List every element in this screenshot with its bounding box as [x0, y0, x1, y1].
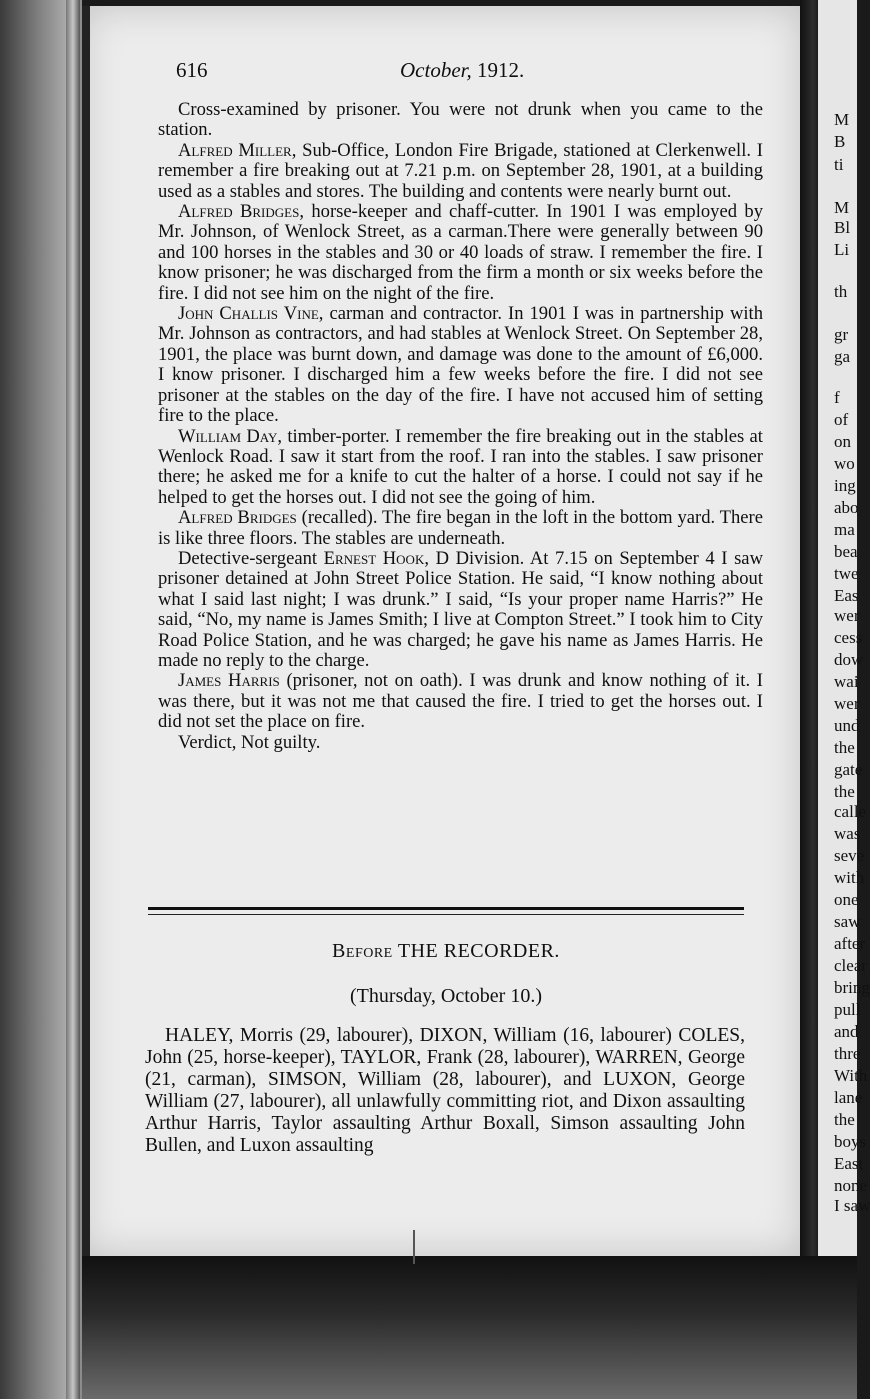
testimony-text: timber-porter. I remember the fire breaking out in the stables at Wenlock Road. I saw it start from the roof. I ran into the stables. I saw prisoner there; he asked me for a knife to cut the halter of a horse. I could not say if he helped to get the horses out. I did not see the going of him. — [158, 425, 763, 508]
facing-page-fragment: M — [834, 110, 850, 129]
facing-page-fragment: Li — [834, 240, 850, 259]
facing-page-fragment: one — [834, 890, 859, 909]
facing-page-edge — [818, 0, 870, 1262]
page-content — [158, 58, 768, 753]
facing-page-fragment: ti — [834, 155, 844, 174]
facing-page-fragment: ga — [834, 347, 851, 366]
facing-page-fragment: and — [834, 1022, 859, 1041]
witness-name: John Challis Vine, — [178, 303, 324, 325]
facing-page-fragment: th — [834, 282, 848, 301]
witness-rank: Detective-sergeant — [178, 547, 324, 569]
testimony-text: Cross-examined by prisoner. You were not drunk when you came to the station. — [158, 99, 763, 141]
facing-page-fragment: clear — [834, 956, 868, 975]
testimony-text: carman and contractor. In 1901 I was in partnership with Mr. Johnson as contractors, and had stables at Wenlock Street. On September 28, 1901, the place was burnt down, and damage was done to the amount of £6,000. I know prisoner. I discharged him a few weeks before the fire. I did not see prisoner at the stables on the day of the fire. I have not accused him of setting fire to the place. — [158, 303, 763, 427]
running-date — [400, 58, 524, 83]
facing-page-fragment: was — [834, 824, 861, 843]
facing-page-fragment: with — [834, 868, 865, 887]
testimony-paragraph — [158, 508, 763, 549]
facing-page-fragment: gr — [834, 325, 849, 344]
facing-page-fragment: lane — [834, 1088, 863, 1107]
testimony-text: (prisoner, not on oath). I was drunk and know nothing of it. I was there, but it was not me that caused the fire. I tried to get the horses out. I did not set the place on fire. — [158, 670, 763, 733]
testimony-text: D Division. At 7.15 on September 4 I saw prisoner detained at John Street Police Station. He said, “I know nothing about what I said last night; I was drunk.” I said, “Is your proper name Harris?” He said, “No, my name is James Smith; I live at Compton Street.” I took him to City Road Police Station, and he was charged; he gave his name as James Harris. He made no reply to the charge. — [158, 547, 763, 671]
facing-page-fragment: twe — [834, 564, 859, 583]
heading-recorder: THE RECORDER. — [392, 940, 560, 962]
facing-page-fragment: bea — [834, 542, 858, 561]
book-left-edge — [0, 0, 82, 1399]
witness-name: Alfred Bridges — [178, 507, 297, 529]
heading-before: Before — [332, 940, 393, 962]
testimony-paragraph — [158, 304, 763, 426]
facing-page-fragment: ma — [834, 520, 855, 539]
section-rule — [148, 907, 744, 917]
facing-page-fragment: boys — [834, 1132, 867, 1151]
running-month: October, — [400, 58, 472, 82]
facing-page-fragment: gate — [834, 760, 863, 779]
facing-page-fragment: on — [834, 432, 851, 451]
page-number: 616 — [176, 58, 208, 82]
testimony-paragraph — [158, 427, 763, 509]
facing-page-fragment: Bl — [834, 218, 851, 237]
facing-page-fragment: bring — [834, 978, 870, 997]
facing-page-fragment: wer — [834, 606, 860, 625]
facing-page-fragment: pull — [834, 1000, 861, 1019]
facing-page-fragment: the — [834, 782, 855, 801]
testimony-paragraph — [158, 100, 763, 141]
testimony-text: Verdict, Not guilty. — [178, 731, 321, 753]
facing-page-fragment: seve — [834, 846, 865, 865]
witness-name: Alfred Bridges, — [178, 201, 304, 223]
section-date: (Thursday, October 10.) — [350, 985, 542, 1007]
facing-page-fragment: I saw — [834, 1196, 870, 1215]
testimony-paragraph — [158, 141, 763, 202]
scan-mark — [413, 1230, 415, 1264]
testimony-text: (recalled). The fire began in the loft in the bottom yard. There is like three floors. The stables are underneath. — [158, 507, 763, 549]
running-head — [158, 58, 768, 86]
testimony-paragraph — [158, 202, 763, 304]
facing-page-fragment: East — [834, 1154, 864, 1173]
trial-text — [158, 100, 763, 753]
facing-page-fragment: ing — [834, 476, 856, 495]
facing-page-fragment: of — [834, 410, 849, 429]
facing-page-fragment: f — [834, 388, 840, 407]
facing-page-fragment: thre — [834, 1044, 861, 1063]
facing-page-fragment: Eas — [834, 586, 859, 605]
facing-page-fragment: abo — [834, 498, 859, 517]
witness-name: Alfred Miller, — [178, 139, 297, 161]
facing-page-fragment: M — [834, 198, 850, 217]
facing-page-fragment: wai — [834, 672, 859, 691]
testimony-text: horse-keeper and chaff-cutter. In 1901 I was employed by Mr. Johnson, of Wenlock Street, as a carman.There were generally between 90 and 100 horses in the stables and 30 or 40 loads of straw. I remember the fire. I know prisoner; he was discharged from the firm a month or six weeks before the fire. I did not see him on the night of the fire. — [158, 201, 763, 304]
facing-page-fragment: B — [834, 132, 846, 151]
facing-page-fragment: wo — [834, 454, 855, 473]
facing-page-fragment: dow — [834, 650, 864, 669]
testimony-text: Sub-Office, London Fire Brigade, stationed at Clerkenwell. I remember a fire breaking out at 7.21 p.m. on September 28, 1901, at a building used as a stables and stores. The building and contents were nearly burnt out. — [158, 139, 763, 202]
facing-page-fragment: calle — [834, 802, 867, 821]
witness-name: James Harris — [178, 670, 280, 692]
rule-thick — [148, 907, 744, 910]
facing-page-fragment: wer — [834, 694, 860, 713]
indictment-text: HALEY, Morris (29, labourer), DIXON, William (16, labourer) COLES, John (25, horse-keeper), TAYLOR, Frank (28, labourer), WARREN, George (21, carman), SIMSON, William (28, labourer), and LUXON, George William (27, labourer), all unlawfully committing riot, and Dixon assaulting Arthur Harris, Taylor assaulting Arthur Boxall, Simson assaulting John Bullen, and Luxon assaulting — [145, 1025, 745, 1156]
witness-name: Ernest Hook, — [323, 547, 429, 569]
facing-page-fragment: after — [834, 934, 866, 953]
testimony-paragraph — [158, 733, 763, 753]
facing-page-fragment: saw — [834, 912, 861, 931]
running-year: 1912. — [477, 58, 525, 82]
facing-page-fragment: und — [834, 716, 860, 735]
facing-page-fragment: none — [834, 1176, 868, 1195]
facing-page-fragment: the — [834, 1110, 855, 1129]
facing-page-fragment: With — [834, 1066, 868, 1085]
rule-thin — [148, 914, 744, 915]
scan-bottom-edge — [82, 1256, 857, 1399]
page-fold — [66, 0, 80, 1399]
indictment-paragraph — [145, 1025, 745, 1157]
section-heading — [148, 940, 744, 963]
facing-page-fragment: cess — [834, 628, 863, 647]
testimony-paragraph — [158, 671, 763, 732]
testimony-paragraph — [158, 549, 763, 671]
facing-page-fragment: the — [834, 738, 855, 757]
witness-name: William Day, — [178, 425, 283, 447]
